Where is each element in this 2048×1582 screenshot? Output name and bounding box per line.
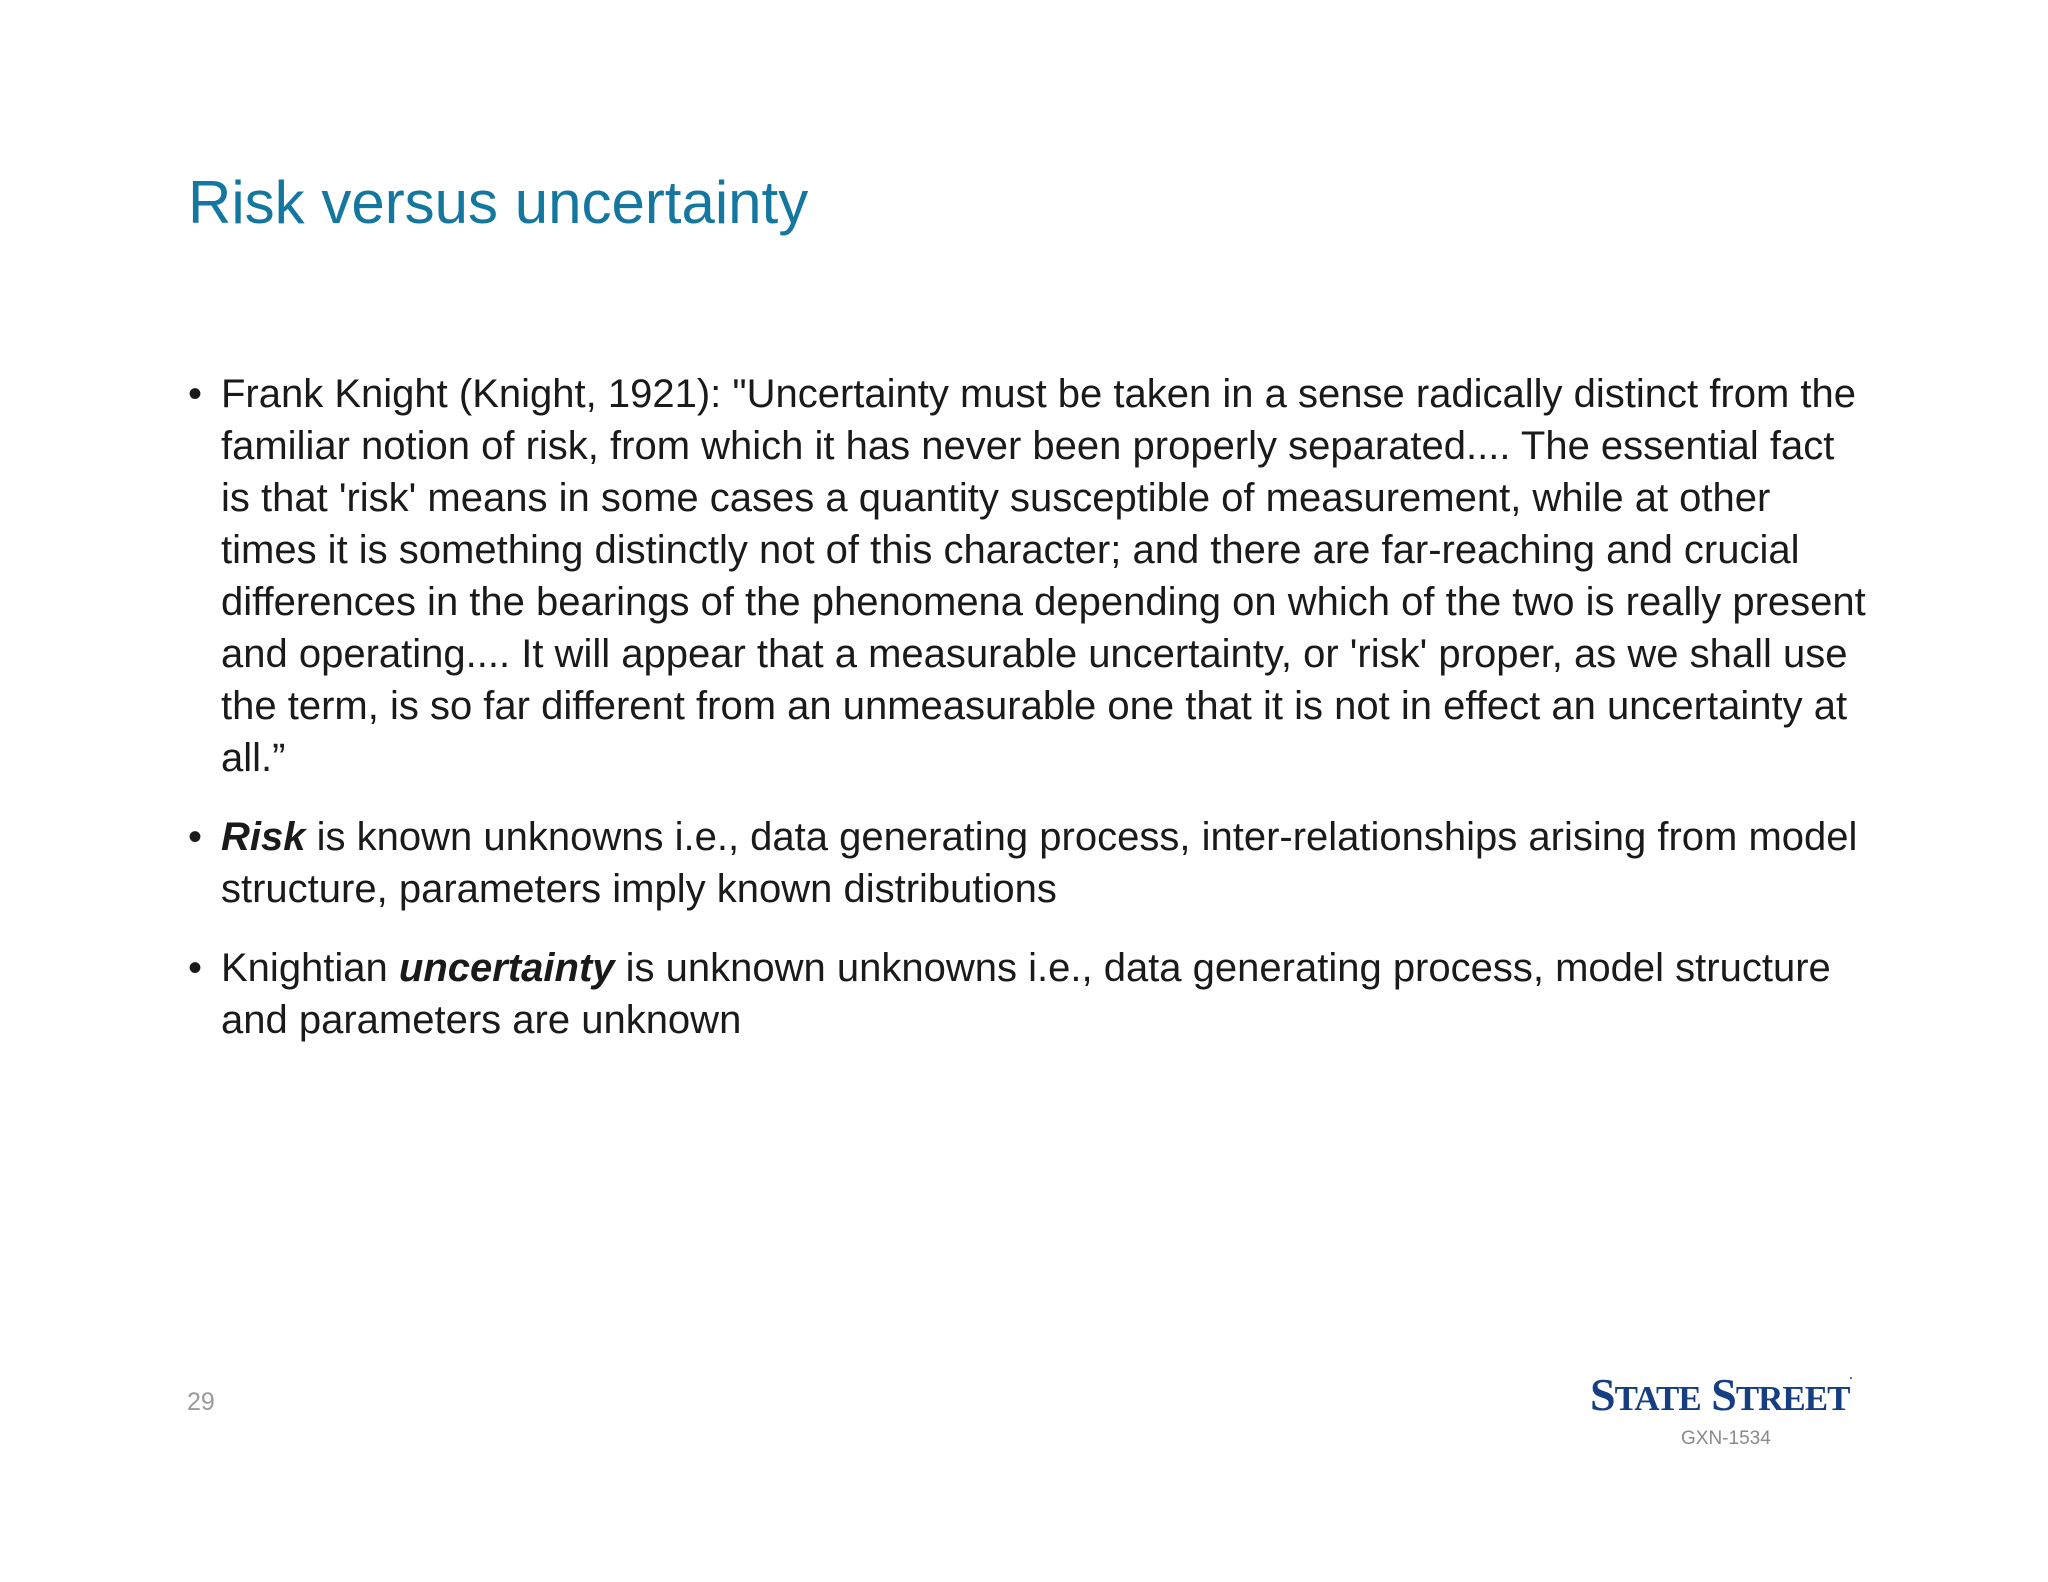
page-number: 29 (187, 1388, 215, 1416)
bullet-icon: • (188, 815, 203, 859)
bullet-icon: • (188, 946, 203, 990)
uncertainty-lead-text: Knightian (221, 946, 399, 990)
uncertainty-definition-text: is unknown unknowns i.e., data generating process, model structure and parameters are unknown (221, 946, 1831, 1042)
knight-quote-text: Frank Knight (Knight, 1921): "Uncertainty must be taken in a sense radically distinct from the familiar notion of risk, from which it has never been properly separated.... The essential fact is that 'risk' means in some cases a quantity susceptible of measurement, while at other times it is something distinctly not of this character; and there are far-reaching and crucial differences in the bearings of the phenomena depending on which of the two is really present and operating.... It will appear that a measurable uncertainty, or 'risk' proper, as we shall use the term, is so far different from an unmeasurable one that it is not in effect an uncertainty at all.” (221, 372, 1866, 780)
document-code: GXN-1534 (1681, 1428, 1771, 1449)
bullet-knight-quote (188, 368, 1868, 784)
bullet-icon: • (188, 372, 203, 416)
risk-definition-text: is known unknowns i.e., data generating process, inter-relationships arising from model structure, parameters imply known distributions (221, 815, 1858, 911)
bullet-risk-definition (188, 811, 1868, 915)
state-street-logo: STATE STREET. (1590, 1368, 1852, 1420)
slide-title: Risk versus uncertainty (188, 169, 809, 236)
risk-term: Risk (221, 815, 306, 859)
bullet-uncertainty-definition (188, 942, 1868, 1046)
bullet-list (188, 368, 1868, 1046)
uncertainty-term: uncertainty (398, 946, 615, 990)
